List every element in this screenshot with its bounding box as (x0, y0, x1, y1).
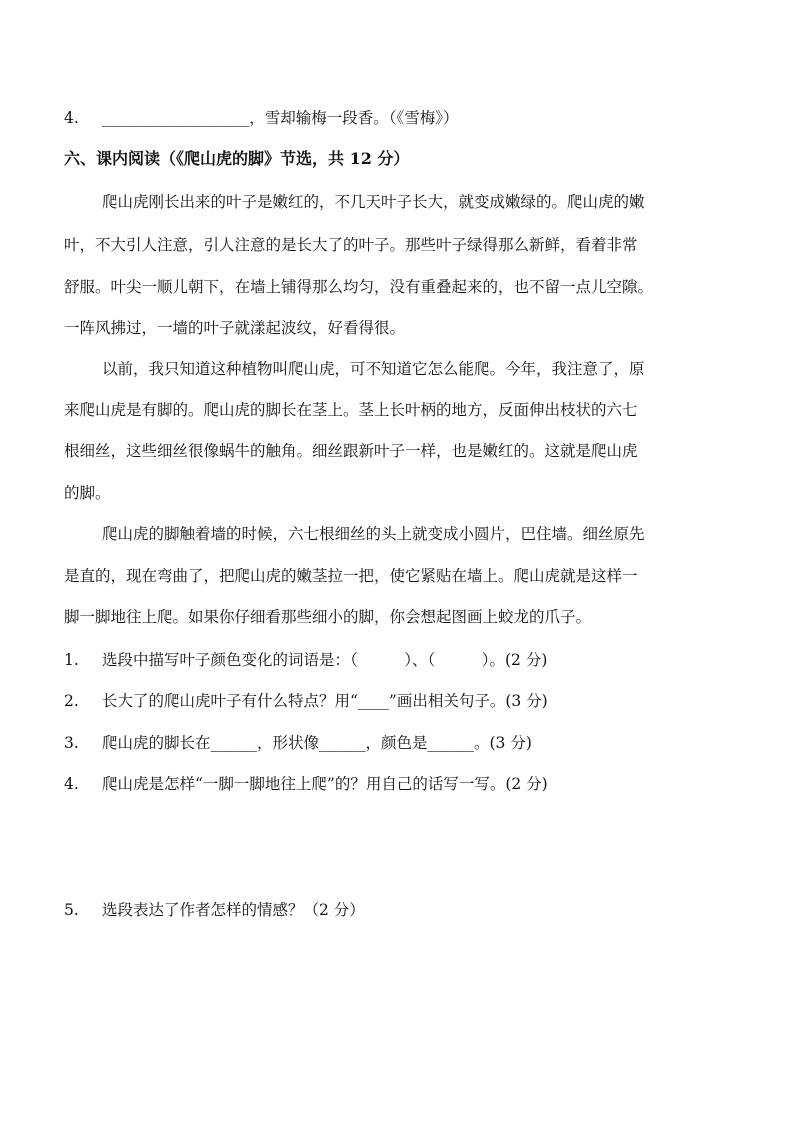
passage-line: 叶，不大引人注意，引人注意的是长大了的叶子。那些叶子绿得那么新鲜，看着非常 (64, 236, 638, 254)
passage-line: 的脚。 (64, 484, 111, 502)
question-text: 爬山虎的脚长在______，形状像______，颜色是______。(3 分) (102, 734, 532, 752)
passage-line: 舒服。叶尖一顺儿朝下，在墙上铺得那么均匀，没有重叠起来的，也不留一点儿空隙。 (64, 278, 654, 296)
passage-line: 是直的，现在弯曲了，把爬山虎的嫩茎拉一把，使它紧贴在墙上。爬山虎就是这样一 (64, 567, 638, 585)
passage-line: 以前，我只知道这种植物叫爬山虎，可不知道它怎么能爬。今年，我注意了，原 (102, 360, 645, 378)
question-text: 长大了的爬山虎叶子有什么特点？用“____”画出相关句子。(3 分) (102, 692, 548, 710)
question-text: 爬山虎是怎样“一脚一脚地往上爬”的？用自己的话写一写。(2 分) (102, 775, 548, 793)
question-number: 2. (64, 692, 79, 710)
question-number: 4. (64, 109, 79, 127)
question-number: 3. (64, 734, 79, 752)
passage-line: 来爬山虎是有脚的。爬山虎的脚长在茎上。茎上长叶柄的地方，反面伸出枝状的六七 (64, 401, 638, 419)
question-text: 选段表达了作者怎样的情感？（2 分） (102, 901, 365, 919)
question-number: 4. (64, 775, 79, 793)
section-heading: 六、课内阅读（《爬山虎的脚》节选，共 12 分） (64, 149, 410, 168)
passage-line: 爬山虎刚长出来的叶子是嫩红的，不几天叶子长大，就变成嫩绿的。爬山虎的嫩 (102, 193, 645, 211)
passage-line: 根细丝，这些细丝很像蜗牛的触角。细丝跟新叶子一样，也是嫩红的。这就是爬山虎 (64, 442, 638, 460)
passage-line: 一阵风拂过，一墙的叶子就漾起波纹，好看得很。 (64, 319, 406, 337)
passage-line: 爬山虎的脚触着墙的时候，六七根细丝的头上就变成小圆片，巴住墙。细丝原先 (102, 525, 645, 543)
question-text: 选段中描写叶子颜色变化的词语是：（ ）、（ ）。(2 分) (102, 651, 548, 669)
question-number: 5. (64, 901, 79, 919)
question-number: 1. (64, 651, 79, 669)
question-text: ___________________，雪却输梅一段香。（《雪梅》） (102, 109, 459, 127)
passage-line: 脚一脚地往上爬。如果你仔细看那些细小的脚，你会想起图画上蛟龙的爪子。 (64, 608, 592, 626)
